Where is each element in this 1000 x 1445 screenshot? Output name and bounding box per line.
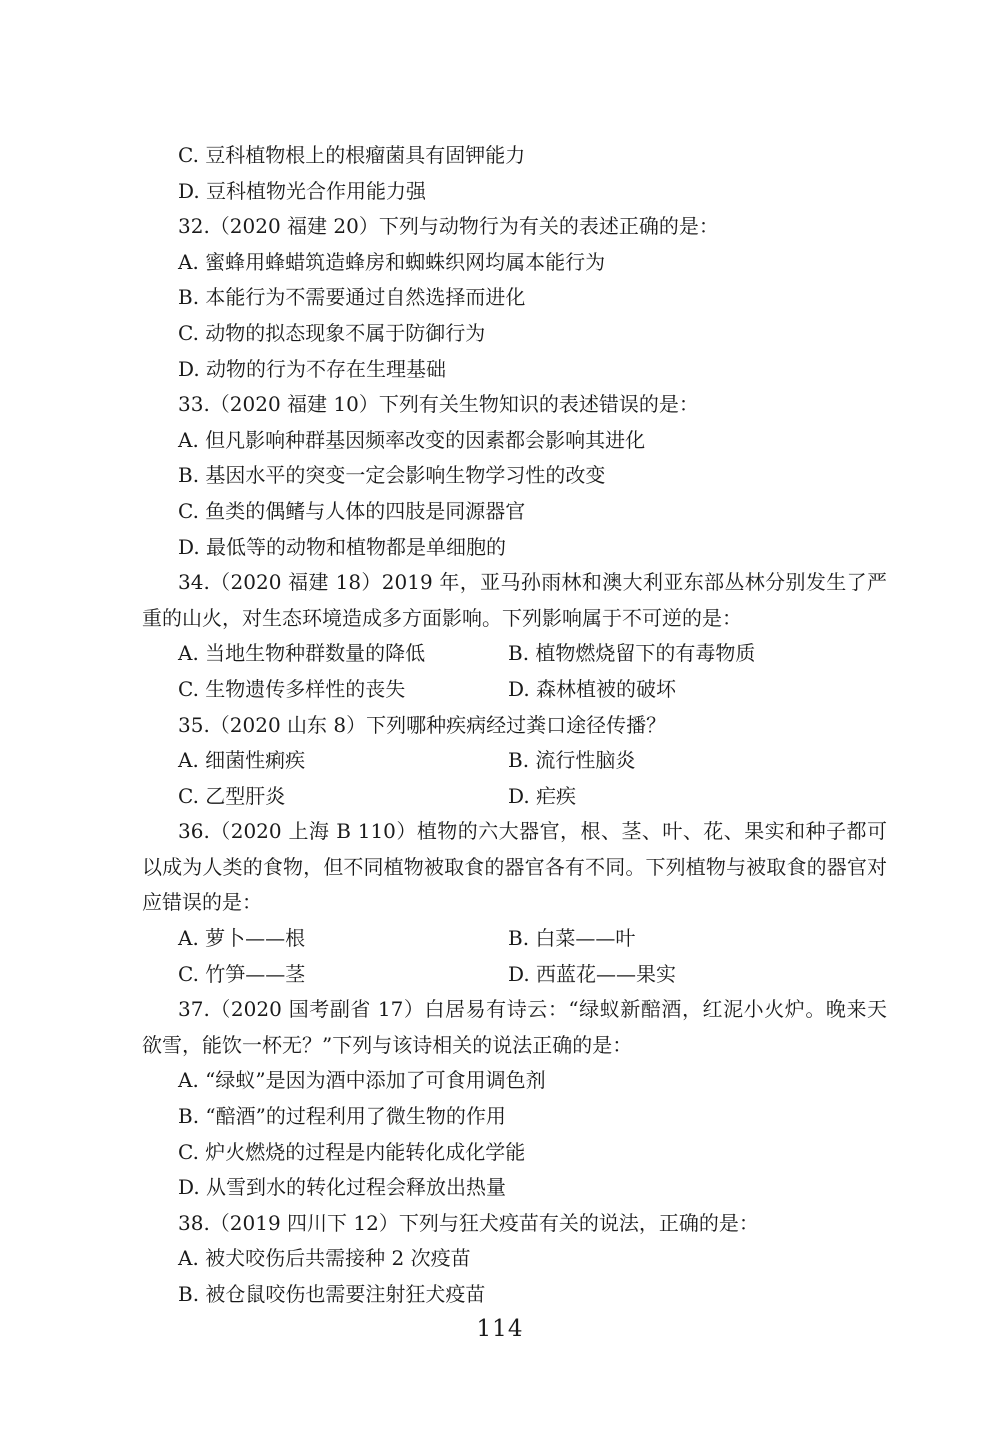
question-36-options-row2 (142, 957, 887, 993)
option-33d: D. 最低等的动物和植物都是单细胞的 (178, 534, 507, 559)
option-37b: B. “醅酒”的过程利用了微生物的作用 (178, 1104, 506, 1129)
option-35b: B. 流行性脑炎 (508, 748, 636, 773)
option-34a: A. 当地生物种群数量的降低 (178, 641, 426, 666)
option-36d: D. 西蓝花——果实 (508, 961, 677, 986)
option-32d: D. 动物的行为不存在生理基础 (178, 356, 447, 381)
question-38-stem: 38.（2019 四川下 12）下列与狂犬疫苗有关的说法，正确的是： (178, 1210, 759, 1235)
option-35c: C. 乙型肝炎 (178, 783, 286, 808)
question-32-stem: 32.（2020 福建 20）下列与动物行为有关的表述正确的是： (178, 214, 719, 239)
question-36-options-row1 (142, 921, 887, 957)
question-35-options-row1 (142, 743, 887, 779)
option-31d: D. 豆科植物光合作用能力强 (178, 178, 427, 203)
option-36b: B. 白菜——叶 (508, 926, 636, 951)
question-34-options-row2 (142, 672, 887, 708)
question-35-options-row2 (142, 779, 887, 815)
option-32b: B. 本能行为不需要通过自然选择而进化 (178, 285, 526, 310)
option-31c: C. 豆科植物根上的根瘤菌具有固钾能力 (178, 143, 526, 167)
question-34-stem: 34.（2020 福建 18）2019 年，亚马孙雨林和澳大利亚东部丛林分别发生了严重的山火，对生态环境造成多方面影响。下列影响属于不可逆的是： (142, 570, 887, 630)
option-33b: B. 基因水平的突变一定会影响生物学习性的改变 (178, 463, 606, 488)
question-36-stem: 36.（2020 上海 B 110）植物的六大器官，根、茎、叶、花、果实和种子都可以成为人类的食物，但不同植物被取食的器官各有不同。下列植物与被取食的器官对应错误的是： (142, 819, 887, 915)
option-38b: B. 被仓鼠咬伤也需要注射狂犬疫苗 (178, 1282, 486, 1306)
question-34-options-row1 (142, 636, 887, 672)
option-36a: A. 萝卜——根 (178, 926, 306, 951)
option-32c: C. 动物的拟态现象不属于防御行为 (178, 320, 486, 345)
option-36c: C. 竹笋——茎 (178, 961, 306, 986)
option-35d: D. 疟疾 (508, 783, 577, 808)
option-38a: A. 被犬咬伤后共需接种 2 次疫苗 (178, 1246, 471, 1271)
option-32a: A. 蜜蜂用蜂蜡筑造蜂房和蜘蛛织网均属本能行为 (178, 249, 606, 274)
option-34d: D. 森林植被的破坏 (508, 676, 677, 701)
option-35a: A. 细菌性痢疾 (178, 748, 306, 773)
question-35-stem: 35.（2020 山东 8）下列哪种疾病经过粪口途径传播？ (178, 712, 667, 737)
page-number: 114 (476, 1316, 524, 1342)
page-content (142, 138, 887, 1313)
question-37-stem: 37.（2020 国考副省 17）白居易有诗云：“绿蚁新醅酒，红泥小火炉。晚来天欲雪，能饮一杯无？”下列与该诗相关的说法正确的是： (142, 997, 887, 1057)
option-33c: C. 鱼类的偶鳍与人体的四肢是同源器官 (178, 498, 526, 523)
option-34b: B. 植物燃烧留下的有毒物质 (508, 641, 756, 666)
option-37d: D. 从雪到水的转化过程会释放出热量 (178, 1175, 507, 1200)
option-37c: C. 炉火燃烧的过程是内能转化成化学能 (178, 1139, 526, 1164)
option-33a: A. 但凡影响种群基因频率改变的因素都会影响其进化 (178, 427, 646, 452)
option-34c: C. 生物遗传多样性的丧失 (178, 676, 406, 701)
option-37a: A. “绿蚁”是因为酒中添加了可食用调色剂 (178, 1068, 546, 1093)
question-33-stem: 33.（2020 福建 10）下列有关生物知识的表述错误的是： (178, 392, 699, 417)
